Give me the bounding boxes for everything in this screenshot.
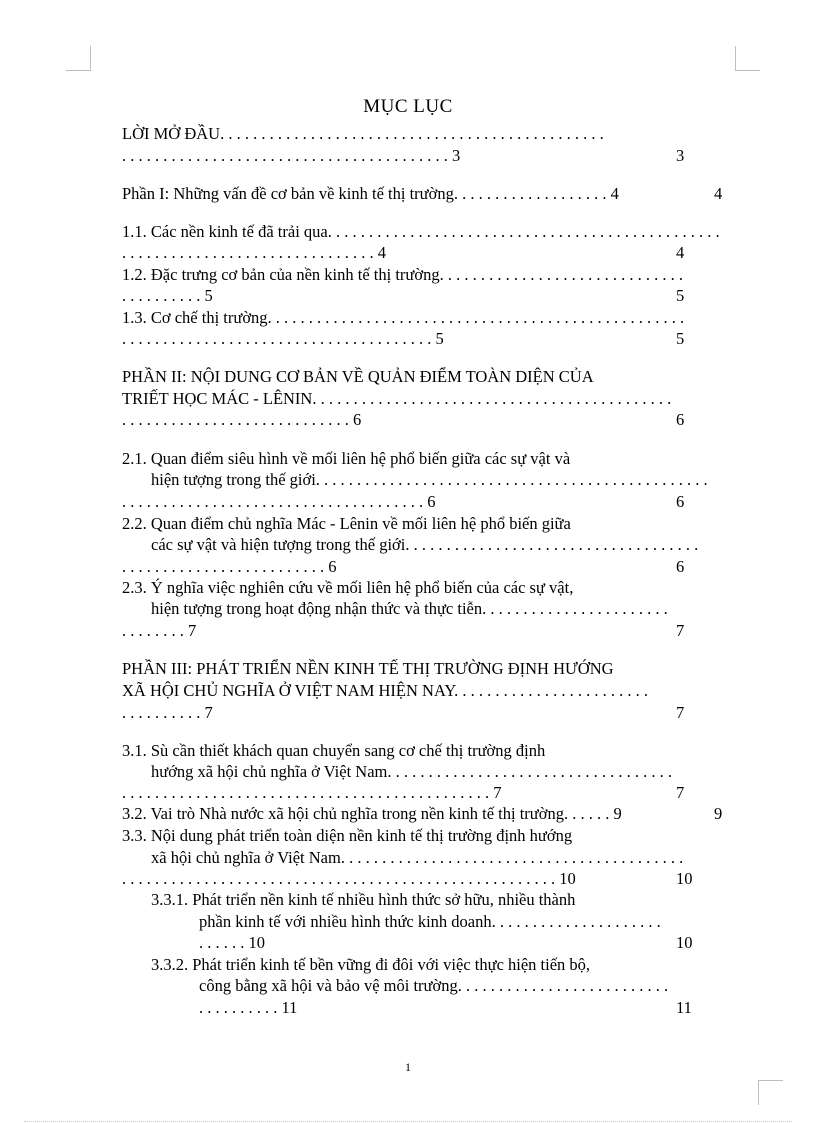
dot-leader: . . . . . . . . . . . . . . . . . . . . . . . . . . . . . . . . . . . [387, 762, 672, 781]
toc-page-number: 5 [435, 329, 444, 348]
toc-entry-line[interactable] [122, 367, 594, 387]
toc-entry-line[interactable] [151, 890, 575, 910]
toc-entry-text: PHẦN III: PHÁT TRIỂN NỀN KINH TẾ THỊ TRƯỜNG ĐỊNH HƯỚNG [122, 659, 614, 678]
toc-right-page-number: 7 [676, 703, 685, 722]
toc-entry-line[interactable] [122, 389, 671, 409]
toc-entry-line[interactable] [122, 308, 684, 328]
toc-title: MỤC LỤC [363, 96, 453, 117]
dot-leader: . . . . . . . . . . . . . . . . . . . . . . . . . . . . [122, 410, 353, 429]
dot-leader: . . . . . . [199, 933, 249, 952]
toc-entry-text: hiện tượng trong hoạt động nhận thức và thực tiễn [151, 599, 483, 618]
toc-page-number: 7 [493, 783, 502, 802]
dot-leader: . . . . . . . . . . . . . . . . . . . . . . . . . . . . . . . [122, 243, 378, 262]
toc-right-page-number: 10 [676, 933, 693, 952]
dot-leader: . . . . . . . . . . . . . . . . . . . . . . . . . . . . . . . . . . . . . . . . . . . . . . . . [315, 470, 708, 489]
toc-entry-line[interactable] [122, 578, 573, 598]
dot-leader: . . . . . . . . . . . . . . . . . . . . . . . . . . . . . . [439, 265, 683, 284]
toc-entry-text: PHẦN II: NỘI DUNG CƠ BẢN VỀ QUẢN ĐIỂM TOÀN DIỆN CỦA [122, 367, 594, 386]
toc-right-page-number: 5 [676, 286, 685, 305]
toc-entry-leader-line [122, 410, 361, 430]
toc-entry-leader-line [199, 933, 265, 953]
toc-page-number: 10 [248, 933, 265, 952]
toc-entry-leader-line [122, 783, 502, 803]
toc-entry-text: các sự vật và hiện tượng trong thế giới [151, 535, 406, 554]
dot-leader: . . . . . . . . . . . . . . . . . . . . . . . . . . . . . . . . . . . . [405, 535, 699, 554]
toc-page-number: 6 [353, 410, 362, 429]
toc-entry-line[interactable] [122, 449, 570, 469]
toc-entry-line[interactable] [122, 514, 571, 534]
dot-leader: . . . . . . . . . . [122, 703, 205, 722]
toc-entry-text: 2.3. Ý nghĩa việc nghiên cứu về mối liên hệ phổ biến của các sự vật, [122, 578, 574, 597]
crop-mark-bottom-right [758, 1080, 783, 1105]
toc-entry-leader-line [122, 703, 213, 723]
toc-page-number: 10 [559, 869, 576, 888]
toc-entry-line[interactable] [151, 762, 672, 782]
dot-leader: . . . . . . . . . . . . . . . . . . . . . . . . . [122, 557, 329, 576]
crop-mark-top-left [66, 46, 91, 71]
toc-page-number: 4 [377, 243, 386, 262]
dot-leader: . . . . . . . . . . . . . . . . . . . . . . . [482, 599, 668, 618]
dot-leader: . . . . . . . . . . . . . . . . . . . . . . . . . . . . . . . . . . . . . [122, 492, 428, 511]
toc-entry-line[interactable] [122, 826, 572, 846]
dot-leader: . . . . . . . . . . . . . . . . . . . . . . . . . . . . . . . . . . . . . . . . . . . . . . . [220, 124, 604, 143]
dot-leader: . . . . . . [563, 804, 614, 823]
toc-page-number: 6 [328, 557, 337, 576]
toc-entry-text: xã hội chủ nghĩa ở Việt Nam [151, 848, 341, 867]
toc-entry-text: 1.1. Các nền kinh tế đã trải qua [122, 222, 328, 241]
toc-entry-leader-line [122, 146, 460, 166]
toc-entry-line[interactable] [122, 124, 604, 144]
toc-entry-leader-line [122, 329, 444, 349]
toc-entry-leader-line [122, 557, 337, 577]
toc-page-number: 11 [281, 998, 298, 1017]
toc-entry-leader-line [199, 998, 297, 1018]
dot-leader: . . . . . . . . . . . . . . . . . . . . . . . . . . . . . . . . . . . . . . . . . . . . . . . . . . . [267, 308, 685, 327]
toc-right-page-number: 6 [676, 410, 685, 429]
dot-leader: . . . . . . . . . . . . . . . . . . . . . [491, 912, 661, 931]
toc-entry-text: hiện tượng trong thế giới [151, 470, 316, 489]
toc-page-number: 5 [204, 286, 213, 305]
toc-right-page-number: 7 [676, 783, 685, 802]
toc-entry-line[interactable] [122, 741, 545, 761]
toc-entry-text: Phần I: Những vấn đề cơ bản về kinh tế thị trường [122, 184, 454, 203]
dot-leader: . . . . . . . . . . . . . . . . . . . . . . . . . . . . . . . . . . . . . . . . . . . . . [122, 783, 494, 802]
toc-right-page-number: 10 [676, 869, 693, 888]
dot-leader: . . . . . . . . . . . . . . . . . . . . . . . . . . . . . . . . . . . . . . . . . . . . . . . . [327, 222, 720, 241]
toc-entry-line[interactable] [122, 804, 622, 824]
toc-right-page-number: 3 [676, 146, 685, 165]
toc-entry-leader-line [122, 492, 436, 512]
dot-leader: . . . . . . . . . . [199, 998, 282, 1017]
toc-entry-text: 3.3. Nội dung phát triển toàn diện nền kinh tế thị trường định hướng [122, 826, 573, 845]
crop-mark-top-right [735, 46, 760, 71]
toc-page-number: 7 [188, 621, 197, 640]
toc-entry-text: phần kinh tế với nhiều hình thức kinh doanh [199, 912, 492, 931]
toc-right-page-number: 6 [676, 492, 685, 511]
toc-entry-line[interactable] [151, 955, 590, 975]
toc-entry-text: 2.1. Quan điểm siêu hình về mối liên hệ phổ biến giữa các sự vật và [122, 449, 571, 468]
toc-entry-text: 2.2. Quan điểm chủ nghĩa Mác - Lênin về mối liên hệ phổ biến giữa [122, 514, 571, 533]
toc-entry-line[interactable] [122, 681, 648, 701]
toc-entry-line[interactable] [122, 265, 683, 285]
toc-right-page-number: 7 [676, 621, 685, 640]
toc-entry-text: 3.3.1. Phát triển nền kinh tế nhiều hình thức sở hữu, nhiều thành [151, 890, 576, 909]
toc-entry-line[interactable] [199, 912, 661, 932]
toc-page-number: 4 [610, 184, 619, 203]
toc-entry-text: 3.2. Vai trò Nhà nước xã hội chủ nghĩa trong nền kinh tế thị trường [122, 804, 564, 823]
dot-leader: . . . . . . . . . . . . . . . . . . . . . . . . . . . . . . . . . . . . . . . . . . . . [312, 389, 672, 408]
toc-entry-line[interactable] [122, 184, 619, 204]
dot-leader: . . . . . . . . . . . . . . . . . . . . . . . . [454, 681, 649, 700]
dot-leader: . . . . . . . . [122, 621, 188, 640]
toc-page-number: 7 [204, 703, 213, 722]
dot-leader: . . . . . . . . . . . . . . . . . . . . . . . . . . . . . . . . . . . . . . . . . . [340, 848, 684, 867]
toc-page-number: 3 [452, 146, 461, 165]
toc-entry-line[interactable] [199, 976, 668, 996]
toc-entry-leader-line [122, 286, 213, 306]
toc-entry-line[interactable] [122, 659, 614, 679]
toc-right-page-number: 5 [676, 329, 685, 348]
toc-entry-leader-line [122, 243, 386, 263]
toc-right-page-number: 9 [714, 804, 723, 823]
dot-leader: . . . . . . . . . . . . . . . . . . . . . . . . . . . . . . . . . . . . . . [122, 329, 436, 348]
dot-leader: . . . . . . . . . . [122, 286, 205, 305]
toc-entry-text: 3.3.2. Phát triển kinh tế bền vững đi đôi với việc thực hiện tiến bộ, [151, 955, 591, 974]
toc-right-page-number: 4 [714, 184, 723, 203]
dot-leader: . . . . . . . . . . . . . . . . . . . . . . . . . . . . . . . . . . . . . . . . . . . . . . . . . . . . . [122, 869, 560, 888]
dot-leader: . . . . . . . . . . . . . . . . . . . . . . . . . . . . . . . . . . . . . . . . [122, 146, 452, 165]
dot-leader: . . . . . . . . . . . . . . . . . . . . . . . . . . [457, 976, 669, 995]
toc-entry-text: XÃ HỘI CHỦ NGHĨA Ở VIỆT NAM HIỆN NAY [122, 681, 455, 700]
toc-entry-line[interactable] [151, 470, 708, 490]
toc-entry-text: công bằng xã hội và bảo vệ môi trường [199, 976, 458, 995]
toc-entry-line[interactable] [151, 599, 668, 619]
dot-leader: . . . . . . . . . . . . . . . . . . . [453, 184, 611, 203]
toc-right-page-number: 6 [676, 557, 685, 576]
toc-entry-line[interactable] [151, 848, 683, 868]
toc-right-page-number: 11 [676, 998, 692, 1017]
toc-entry-leader-line [122, 869, 576, 889]
toc-entry-text: 1.3. Cơ chế thị trường [122, 308, 268, 327]
page-bottom-rule [24, 1121, 792, 1122]
toc-entry-line[interactable] [151, 535, 698, 555]
toc-entry-text: 3.1. Sù cần thiết khách quan chuyển sang cơ chế thị trường định [122, 741, 546, 760]
toc-entry-text: 1.2. Đặc trưng cơ bản của nền kinh tế thị trường [122, 265, 440, 284]
toc-page-number: 6 [427, 492, 436, 511]
toc-page-number: 9 [613, 804, 622, 823]
page-number-footer: 1 [405, 1060, 411, 1074]
toc-entry-text: TRIẾT HỌC MÁC - LÊNIN [122, 389, 313, 408]
toc-right-page-number: 4 [676, 243, 685, 262]
toc-entry-line[interactable] [122, 222, 720, 242]
toc-entry-text: hướng xã hội chủ nghĩa ở Việt Nam [151, 762, 388, 781]
toc-entry-text: LỜI MỞ ĐẦU [122, 124, 221, 143]
toc-entry-leader-line [122, 621, 196, 641]
